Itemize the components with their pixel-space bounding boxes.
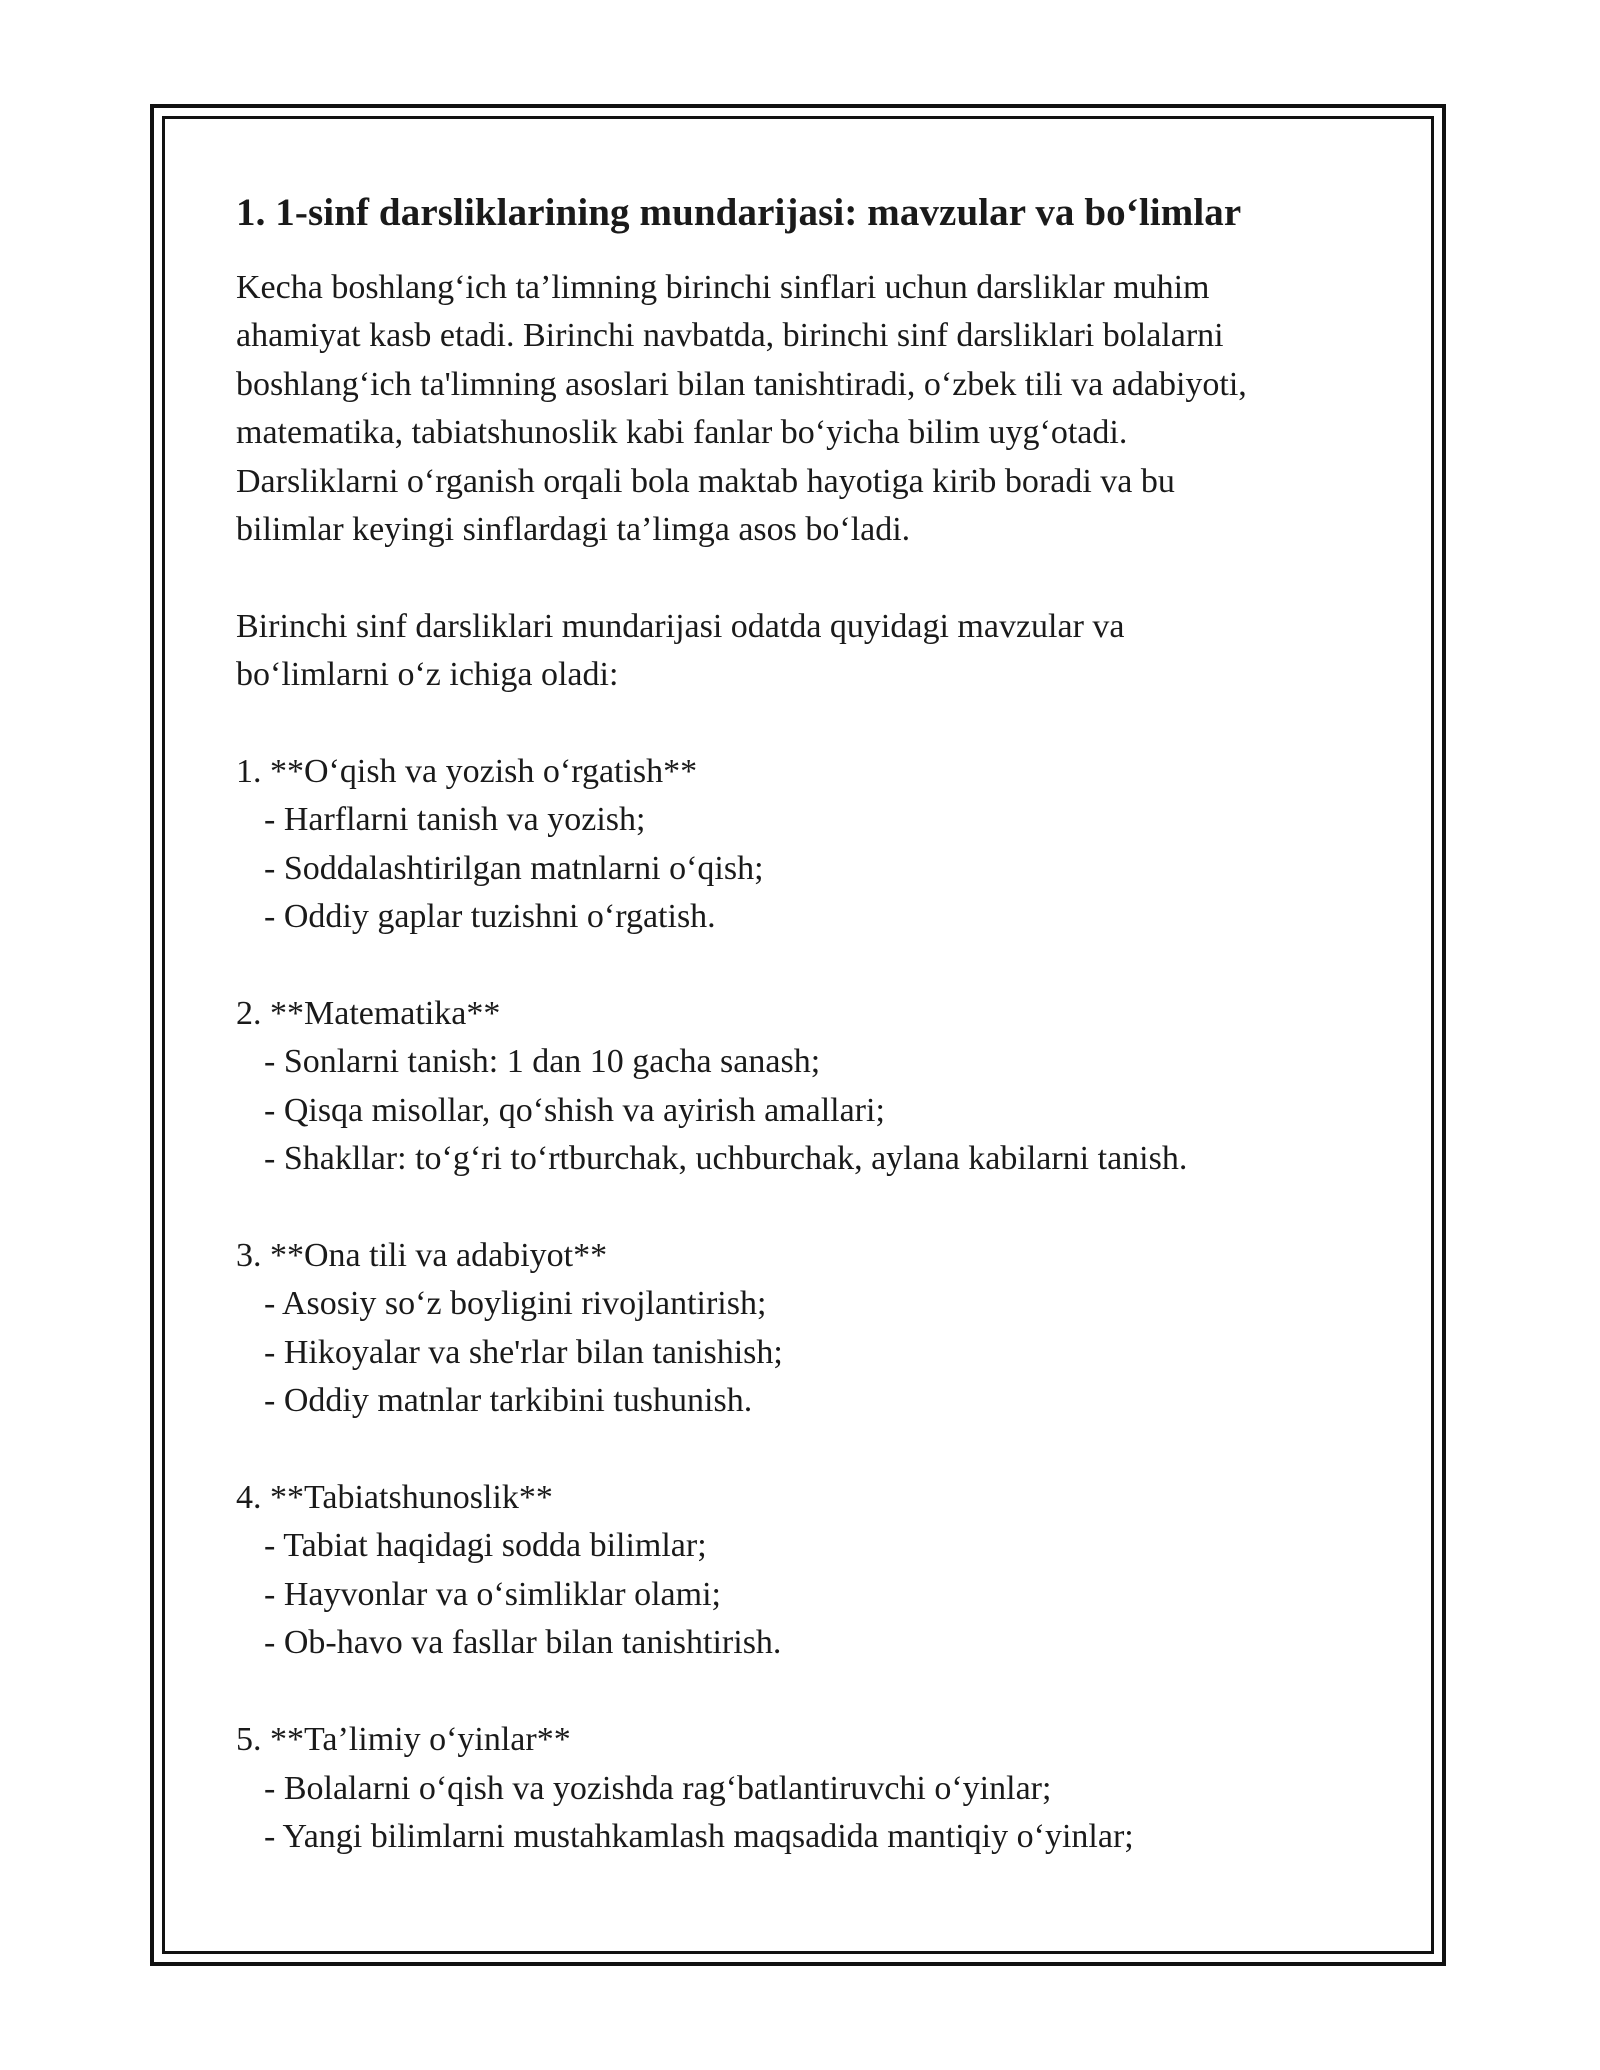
section-item: - Shakllar: to‘g‘ri to‘rtburchak, uchburchak, aylana kabilarni tanish. <box>264 1140 1188 1178</box>
section-spacer <box>236 942 1356 990</box>
intro-line: bilimlar keyingi sinflardagi ta’limga asos bo‘ladi. <box>236 511 911 549</box>
section-heading: 3. **Ona tili va adabiyot** <box>236 1237 608 1275</box>
page-title: 1. 1-sinf darsliklarining mundarijasi: mavzular va bo‘limlar <box>236 191 1242 234</box>
section-item: - Hayvonlar va o‘simliklar olami; <box>264 1575 721 1613</box>
section-item: - Soddalashtirilgan matnlarni o‘qish; <box>264 849 764 887</box>
section-item: - Oddiy gaplar tuzishni o‘rgatish. <box>264 898 716 936</box>
section-natural-science <box>236 1474 1356 1668</box>
section-mathematics <box>236 990 1356 1184</box>
section-item: - Harflarni tanish va yozish; <box>264 801 646 839</box>
section-item: - Bolalarni o‘qish va yozishda rag‘batlantiruvchi o‘yinlar; <box>264 1769 1052 1807</box>
lead-paragraph <box>236 603 1356 700</box>
section-heading: 5. **Ta’limiy o‘yinlar** <box>236 1721 571 1759</box>
section-educational-games <box>236 1716 1356 1861</box>
intro-line: ahamiyat kasb etadi. Birinchi navbatda, birinchi sinf darsliklari bolalarni <box>236 317 1224 355</box>
section-item: - Oddiy matnlar tarkibini tushunish. <box>264 1382 753 1420</box>
paragraph-spacer <box>236 554 1356 602</box>
paragraph-spacer <box>236 700 1356 748</box>
lead-line: bo‘limlarni o‘z ichiga oladi: <box>236 656 619 694</box>
section-item: - Yangi bilimlarni mustahkamlash maqsadida mantiqiy o‘yinlar; <box>264 1817 1134 1855</box>
section-spacer <box>236 1426 1356 1474</box>
section-item: - Sonlarni tanish: 1 dan 10 gacha sanash; <box>264 1043 821 1081</box>
section-spacer <box>236 1184 1356 1232</box>
intro-paragraph <box>236 264 1356 554</box>
section-heading: 4. **Tabiatshunoslik** <box>236 1479 553 1517</box>
section-heading: 2. **Matematika** <box>236 995 501 1033</box>
section-item: - Hikoyalar va she'rlar bilan tanishish; <box>264 1333 783 1371</box>
intro-line: Kecha boshlang‘ich ta’limning birinchi sinflari uchun darsliklar muhim <box>236 269 1210 306</box>
section-native-language <box>236 1232 1356 1426</box>
section-spacer <box>236 1668 1356 1716</box>
section-item: - Qisqa misollar, qo‘shish va ayirish amallari; <box>264 1091 885 1129</box>
section-item: - Ob-havo va fasllar bilan tanishtirish. <box>264 1624 782 1662</box>
section-item: - Tabiat haqidagi sodda bilimlar; <box>264 1527 707 1565</box>
intro-line: boshlang‘ich ta'limning asoslari bilan tanishtiradi, o‘zbek tili va adabiyoti, <box>236 365 1247 403</box>
section-heading: 1. **O‘qish va yozish o‘rgatish** <box>236 753 698 791</box>
intro-line: matematika, tabiatshunoslik kabi fanlar bo‘yicha bilim uyg‘otadi. <box>236 414 1128 452</box>
section-item: - Asosiy so‘z boyligini rivojlantirish; <box>264 1285 767 1323</box>
section-reading-writing <box>236 748 1356 942</box>
intro-line: Darsliklarni o‘rganish orqali bola maktab hayotiga kirib boradi va bu <box>236 462 1175 500</box>
lead-line: Birinchi sinf darsliklari mundarijasi odatda quyidagi mavzular va <box>236 607 1125 645</box>
document-body <box>236 186 1356 1861</box>
